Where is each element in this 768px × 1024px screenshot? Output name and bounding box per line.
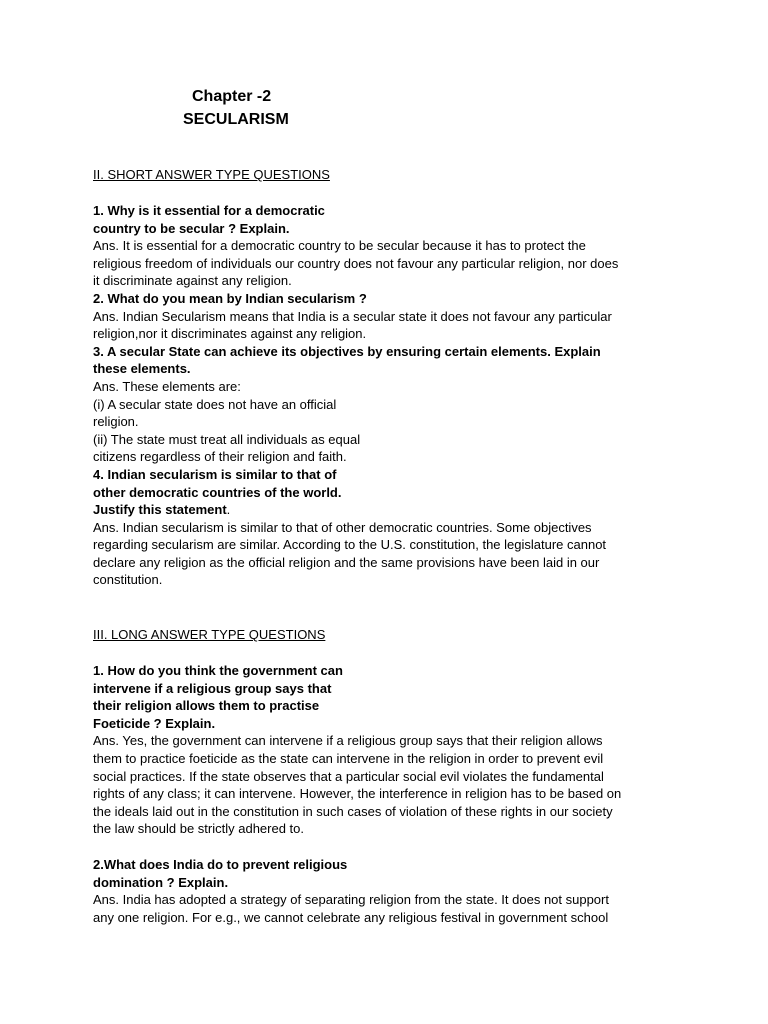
question-line: 1. How do you think the government can	[93, 663, 343, 678]
answer-line: Ans. These elements are:	[93, 378, 241, 394]
answer-line: Ans. India has adopted a strategy of separating religion from the state. It does not support	[93, 892, 609, 908]
question-line: their religion allows them to practise	[93, 698, 320, 714]
answer-line: religion.	[93, 414, 139, 430]
answer-line: (ii) The state must treat all individuals as equal	[93, 431, 361, 447]
answer-line: the law should be strictly adhered to.	[93, 821, 305, 837]
answer-line: religion,nor it discriminates against any religion.	[93, 326, 367, 342]
chapter-title: SECULARISM	[183, 111, 289, 128]
short-answer-heading: II. SHORT ANSWER TYPE QUESTIONS	[93, 167, 330, 182]
short-answer-block	[93, 202, 683, 589]
answer-line: rights of any class; it can intervene. However, the interference in religion has to be based on	[93, 786, 622, 802]
chapter-number: Chapter -2	[192, 88, 272, 105]
answer-line: Ans. It is essential for a democratic country to be secular because it has to protect the	[93, 238, 586, 254]
question-line: intervene if a religious group says that	[93, 680, 332, 696]
long-answer-block-1	[93, 662, 683, 838]
answer-line: constitution.	[93, 572, 163, 588]
question-line: 3. A secular State can achieve its objectives by ensuring certain elements. Explain	[93, 343, 601, 359]
answer-line: any one religion. For e.g., we cannot celebrate any religious festival in government school	[93, 909, 609, 925]
question-line: 4. Indian secularism is similar to that of	[93, 466, 337, 482]
question-line: these elements.	[93, 361, 191, 377]
question-line	[93, 501, 683, 519]
answer-line: the ideals laid out in the constitution in such cases of violation of these rights in our society	[93, 803, 613, 819]
answer-line: citizens regardless of their religion and faith.	[93, 449, 347, 465]
question-period: .	[226, 502, 231, 518]
answer-line: declare any religion as the official religion and the same provisions have been laid in our	[93, 554, 600, 570]
answer-line: religious freedom of individuals our country does not favour any particular religion, nor does	[93, 255, 619, 271]
question-line: country to be secular ? Explain.	[93, 220, 290, 236]
question-line: 1. Why is it essential for a democratic	[93, 203, 325, 218]
answer-line: Ans. Indian Secularism means that India is a secular state it does not favour any particular	[93, 308, 612, 324]
question-text: Justify this statement	[93, 502, 227, 518]
answer-line: them to practice foeticide as the state can intervene in the religion in order to prevent evil	[93, 750, 604, 766]
long-answer-heading: III. LONG ANSWER TYPE QUESTIONS	[93, 627, 326, 642]
answer-line: social practices. If the state observes that a particular social evil violates the fundamental	[93, 768, 604, 784]
answer-line: it discriminate against any religion.	[93, 273, 292, 289]
question-line: 2. What do you mean by Indian secularism ?	[93, 290, 367, 306]
question-line: 2.What does India do to prevent religious	[93, 857, 348, 872]
question-line: domination ? Explain.	[93, 874, 229, 890]
answer-line: Ans. Indian secularism is similar to that of other democratic countries. Some objectives	[93, 519, 592, 535]
question-line: Foeticide ? Explain.	[93, 715, 216, 731]
answer-line: regarding secularism are similar. According to the U.S. constitution, the legislature cannot	[93, 537, 607, 553]
answer-line: Ans. Yes, the government can intervene if a religious group says that their religion allows	[93, 733, 603, 749]
long-answer-block-2	[93, 856, 683, 926]
question-line: other democratic countries of the world.	[93, 484, 342, 500]
answer-line: (i) A secular state does not have an official	[93, 396, 337, 412]
